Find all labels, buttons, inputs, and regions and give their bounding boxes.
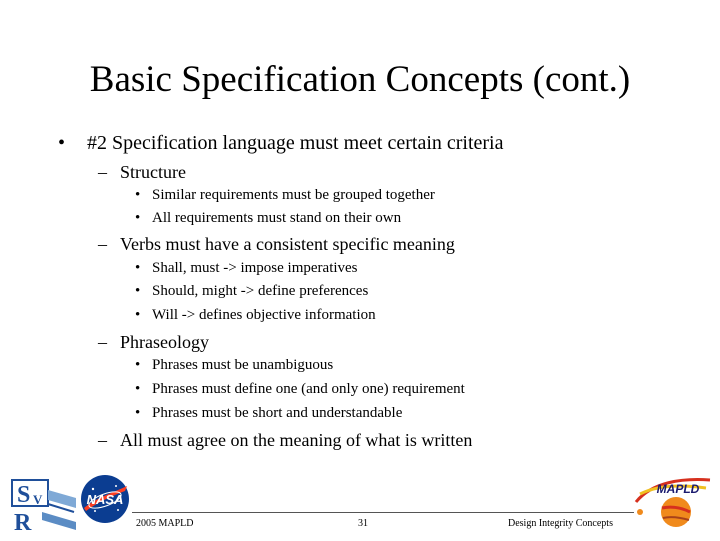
bullet-text: #2 Specification language must meet certain criteria	[87, 132, 504, 154]
list-item-text: Phrases must be short and understandable	[152, 405, 403, 421]
sr-letter-v: V	[33, 492, 43, 507]
footer-page-number: 31	[358, 518, 368, 529]
slide-title: Basic Specification Concepts (cont.)	[89, 59, 631, 100]
dash-marker: –	[98, 162, 107, 182]
bullet-marker: •	[58, 132, 66, 154]
list-item-text: Phrases must be unambiguous	[152, 357, 334, 373]
nasa-logo	[80, 474, 130, 524]
sr-logo	[8, 478, 78, 532]
nasa-meatball-graphic	[80, 474, 130, 524]
dash-marker: –	[98, 430, 107, 450]
nasa-logo-text: NASA	[86, 492, 124, 507]
dot-marker: •	[135, 381, 141, 397]
dot-marker: •	[135, 405, 141, 421]
sub-bullet-text: All must agree on the meaning of what is written	[120, 430, 473, 450]
footer-rule	[132, 512, 634, 513]
sr-letter-s: S	[17, 482, 31, 508]
dot-marker: •	[135, 357, 141, 373]
dot-marker: •	[135, 283, 141, 299]
dot-marker: •	[135, 187, 141, 203]
dot-marker: •	[135, 210, 141, 226]
list-item-text: Will -> defines objective information	[152, 307, 376, 323]
sr-letter-r: R	[14, 510, 32, 532]
dot-marker: •	[135, 307, 141, 323]
mapld-logo-text: MAPLD	[656, 482, 700, 496]
dot-marker: •	[135, 260, 141, 276]
list-item-text: All requirements must stand on their own	[152, 210, 402, 226]
sub-bullet-text: Phraseology	[120, 332, 209, 352]
sr-logo-graphic	[8, 478, 78, 532]
list-item-text: Similar requirements must be grouped together	[152, 187, 435, 203]
sub-bullet-text: Structure	[120, 162, 186, 182]
dash-marker: –	[98, 332, 107, 352]
list-item-text: Shall, must -> impose imperatives	[152, 260, 358, 276]
sub-bullet-text: Verbs must have a consistent specific meaning	[120, 234, 455, 254]
dash-marker: –	[98, 234, 107, 254]
mapld-logo	[632, 472, 714, 536]
footer-left-text: 2005 MAPLD	[136, 518, 194, 529]
footer-right-text: Design Integrity Concepts	[508, 518, 613, 529]
mapld-logo-graphic	[632, 472, 714, 536]
list-item-text: Phrases must define one (and only one) requirement	[152, 381, 465, 397]
list-item-text: Should, might -> define preferences	[152, 283, 369, 299]
